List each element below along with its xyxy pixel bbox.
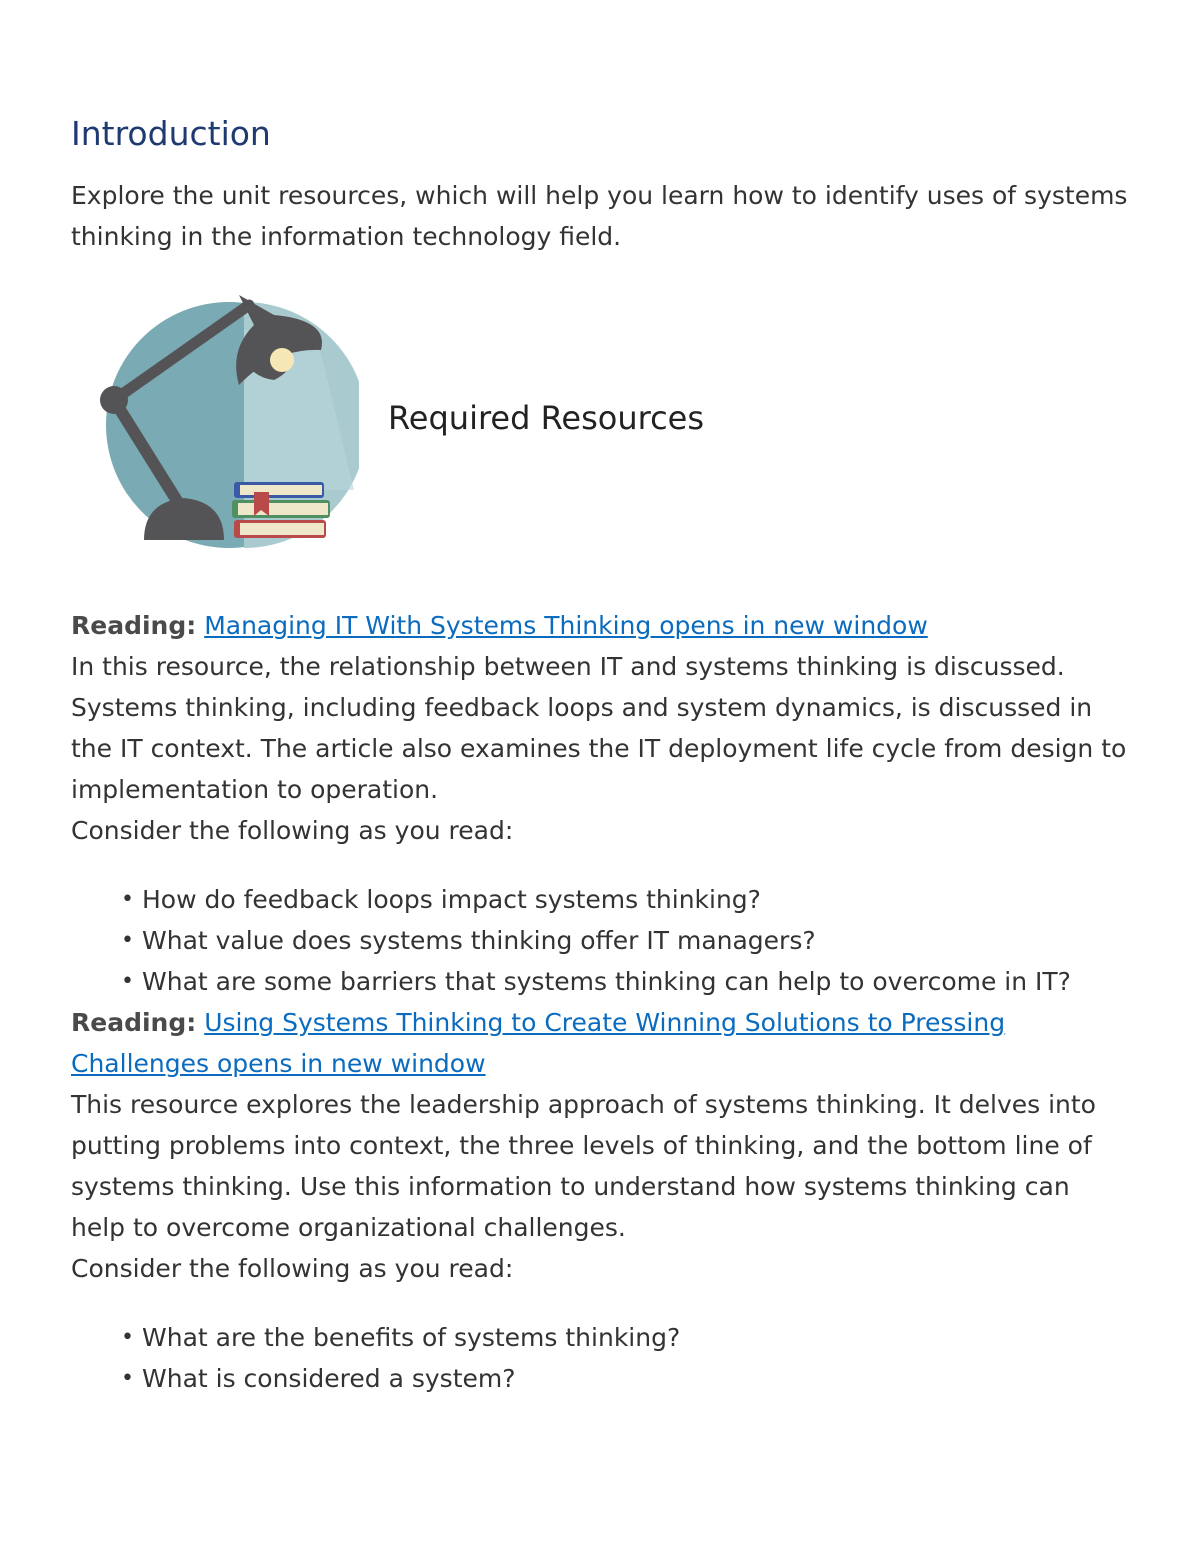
list-item: • What are some barriers that systems thinking can help to overcome in IT? xyxy=(121,961,1131,1002)
reading-2-heading xyxy=(71,1002,1131,1084)
desk-lamp-books-icon xyxy=(99,290,359,555)
bullet-icon: • xyxy=(121,969,134,994)
reading-2-prompt: Consider the following as you read: xyxy=(71,1254,514,1283)
reading-1-questions xyxy=(71,879,1131,1002)
bullet-icon: • xyxy=(121,928,134,953)
reading-2-description: This resource explores the leadership approach of systems thinking. It delves into putting problems into context, the three levels of thinking, and the bottom line of systems thinking. Use this information to understand how systems thinking can help to overcome organizational challenges. xyxy=(71,1090,1096,1242)
bullet-icon: • xyxy=(121,1325,134,1350)
resources-content xyxy=(71,605,1131,1399)
list-item: • What is considered a system? xyxy=(121,1358,1131,1399)
list-item: • What are the benefits of systems thinking? xyxy=(121,1317,1131,1358)
reading-1-prompt: Consider the following as you read: xyxy=(71,816,514,845)
reading-2-questions xyxy=(71,1317,1131,1399)
reading-1-heading xyxy=(71,605,1131,646)
reading-label: Reading: xyxy=(71,1008,197,1037)
list-item: • How do feedback loops impact systems thinking? xyxy=(121,879,1131,920)
reading-2-link[interactable]: Using Systems Thinking to Create Winning Solutions to Pressing Challenges opens in new window xyxy=(71,1008,1006,1078)
reading-1-link[interactable]: Managing IT With Systems Thinking opens in new window xyxy=(204,611,928,640)
intro-heading: Introduction xyxy=(71,114,271,153)
bullet-icon: • xyxy=(121,887,134,912)
reading-1-description: In this resource, the relationship between IT and systems thinking is discussed. Systems thinking, including feedback loops and system dynamics, is discussed in the IT context. The article also examines the IT deployment life cycle from design to implementation to operation. xyxy=(71,652,1127,804)
list-item: • What value does systems thinking offer IT managers? xyxy=(121,920,1131,961)
bullet-icon: • xyxy=(121,1366,134,1391)
reading-label: Reading: xyxy=(71,611,197,640)
intro-text: Explore the unit resources, which will help you learn how to identify uses of systems thinking in the information technology field. xyxy=(71,181,1128,251)
required-resources-heading: Required Resources xyxy=(388,399,705,437)
